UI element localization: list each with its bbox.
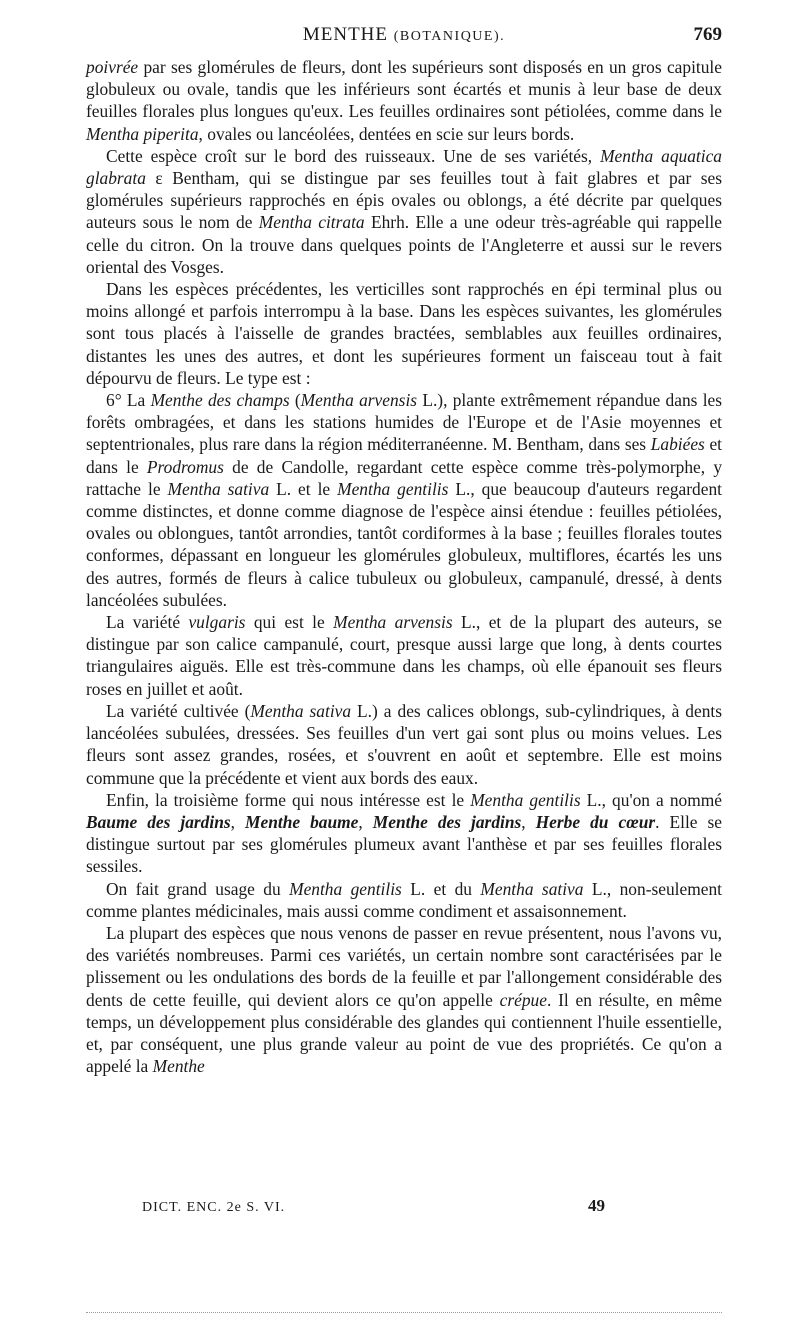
paragraph	[86, 389, 722, 611]
emphasized-text: Mentha gentilis	[470, 789, 581, 810]
emphasized-text: Mentha sativa	[480, 878, 584, 899]
text-run: (	[289, 390, 301, 411]
body-text	[86, 56, 722, 1077]
paragraph	[86, 611, 722, 700]
text-run: Dans les espèces précédentes, les verticilles sont rapprochés en épi terminal plus ou moins allongé et parfois interrompu à la base. Dans les espèces suivantes, les glomérules sont tous placés à l'aisselle de grandes bractées, semblables aux feuilles ordinaires, distantes les unes des autres, et dont les supérieures forment un faisceau tout à fait dépourvu de fleurs. Le type est :	[86, 279, 722, 388]
emphasized-text: Baume des jardins	[86, 811, 231, 832]
text-run: 6° La	[106, 390, 151, 411]
emphasized-text: crépue	[499, 989, 547, 1010]
emphasized-text: Mentha piperita	[86, 123, 199, 144]
paragraph	[86, 145, 722, 278]
page-footer	[86, 1196, 722, 1220]
text-run: L., non-seulement comme plantes médicinales, mais aussi comme condiment et assaisonnement.	[86, 878, 722, 921]
printer-signature: DICT. ENC. 2e S. VI.	[142, 1200, 286, 1215]
running-head-title: MENTHE	[302, 24, 389, 45]
paragraph	[86, 278, 722, 389]
text-run: L.) a des calices oblongs, sub-cylindriques, à dents lancéolées subulées, dressées. Ses feuilles d'un vert gai sont plus ou moins velues. Les fleurs sont assez grandes, rosées, et s'ouvrent en août et septembre. Elle est moins commune que la précédente et vient aux bords des eaux.	[86, 700, 722, 788]
emphasized-text: Mentha sativa	[167, 478, 270, 499]
text-run: L., et de la plupart des auteurs, se distingue par son calice campanulé, court, presque aussi large que long, à dents courtes triangulaires aiguës. Elle est très-commune dans les champs, où elle épanouit ses fleurs roses en juillet et août.	[86, 612, 723, 699]
running-head-subtitle: (BOTANIQUE).	[393, 29, 506, 44]
text-run: Ehrh. Elle a une odeur très-agréable qui rappelle celle du citron. On la trouve dans quelques points de l'Angleterre et aussi sur le revers oriental des Vosges.	[86, 212, 722, 277]
text-run: . Elle se distingue surtout par ses glomérules plumeux avant l'anthèse et par ses feuilles florales sessiles.	[86, 811, 723, 877]
emphasized-text: Menthe des jardins	[372, 811, 522, 832]
text-run: Cette espèce croît sur le bord des ruisseaux. Une de ses variétés,	[106, 145, 601, 166]
text-run: ,	[358, 811, 373, 832]
signature-number: 49	[588, 1196, 605, 1215]
text-run: On fait grand usage du	[106, 878, 290, 899]
text-run: par ses glomérules de fleurs, dont les supérieurs sont disposés en un gros capitule globuleux ou ovale, tandis que les inférieurs sont écartés et munis à leur base de deux feuilles florales plus longues qu'eux. Les feuilles ordinaires sont pétiolées, comme dans le	[86, 57, 722, 122]
paragraph	[86, 789, 722, 878]
text-run: et dans le	[86, 434, 722, 477]
emphasized-text: Prodromus	[146, 456, 224, 477]
paragraph	[86, 700, 722, 789]
emphasized-text: vulgaris	[188, 612, 246, 633]
text-run: Enfin, la troisième forme qui nous intéresse est le	[106, 789, 471, 810]
text-run: ,	[521, 811, 536, 832]
paragraph	[86, 878, 722, 922]
emphasized-text: Mentha gentilis	[289, 878, 402, 899]
text-run: de de Candolle, regardant cette espèce comme très-polymorphe, y rattache le	[86, 456, 723, 499]
text-run: ε Bentham, qui se distingue par ses feuilles tout à fait glabres et par ses glomérules supérieurs rapprochés en épis ovales ou oblongs, a été décrite par quelques auteurs sous le nom de	[86, 168, 722, 233]
text-run: . Il en résulte, en même temps, un développement plus considérable des glandes qui contiennent l'huile essentielle, et, par conséquent, une plus grande valeur au point de vue des propriétés. Ce qu'on a appelé la	[86, 989, 722, 1077]
text-run: L., qu'on a nommé	[580, 789, 722, 810]
paragraph	[86, 56, 722, 145]
text-run: La variété cultivée (	[106, 700, 251, 721]
bottom-dotted-rule	[86, 1312, 722, 1313]
emphasized-text: Mentha citrata	[258, 212, 365, 233]
emphasized-text: Herbe du cœur	[535, 811, 656, 832]
text-run: La plupart des espèces que nous venons de passer en revue présentent, nous l'avons vu, des variétés nombreuses. Parmi ces variétés, un certain nombre sont caractérisées par le plissement ou les ondulations des bords de la feuille et par l'allongement considérable des dents de cette feuille, qui devient alors ce qu'on appelle	[86, 922, 722, 1010]
text-run: qui est le	[245, 612, 334, 633]
emphasized-text: Mentha arvensis	[333, 612, 453, 633]
running-head	[86, 24, 722, 46]
emphasized-text: Mentha aquatica glabrata	[86, 145, 722, 189]
emphasized-text: Labiées	[650, 434, 705, 455]
text-run: L., que beaucoup d'auteurs regardent comme distinctes, et donne comme diagnose de l'espèce ainsi étendue : feuilles pétiolées, ovales ou oblongues, tantôt arrondies, tantôt cordiformes à la base ; feuilles florales toutes conformes, dépassant en longueur les glomérules globuleux, multiflores, écartés les uns des autres, formés de fleurs à calice tubuleux ou globuleux, campanulé, dressé, à dents lancéolées subulées.	[86, 478, 722, 610]
emphasized-text: Mentha sativa	[250, 700, 352, 721]
text-run: L. et le	[269, 478, 338, 499]
emphasized-text: Menthe	[152, 1056, 205, 1077]
text-run: ,	[230, 811, 246, 832]
emphasized-text: poivrée	[86, 57, 139, 77]
page-header	[86, 24, 722, 54]
paragraph	[86, 922, 722, 1077]
text-run: L.), plante extrêmement répandue dans les forêts ombragées, et dans les stations humides de l'Europe et de l'Asie moyennes et septentrionales, plus rare dans la région méditerranéenne. M. Bentham, dans ses	[86, 390, 723, 455]
text-run: L. et du	[401, 878, 481, 899]
emphasized-text: Mentha arvensis	[300, 390, 418, 411]
emphasized-text: Mentha gentilis	[337, 478, 449, 499]
emphasized-text: Menthe baume	[245, 811, 359, 832]
text-run: , ovales ou lancéolées, dentées en scie sur leurs bords.	[198, 123, 575, 144]
text-run: La variété	[106, 612, 189, 633]
emphasized-text: Menthe des champs	[150, 390, 290, 411]
page-number: 769	[693, 24, 722, 45]
